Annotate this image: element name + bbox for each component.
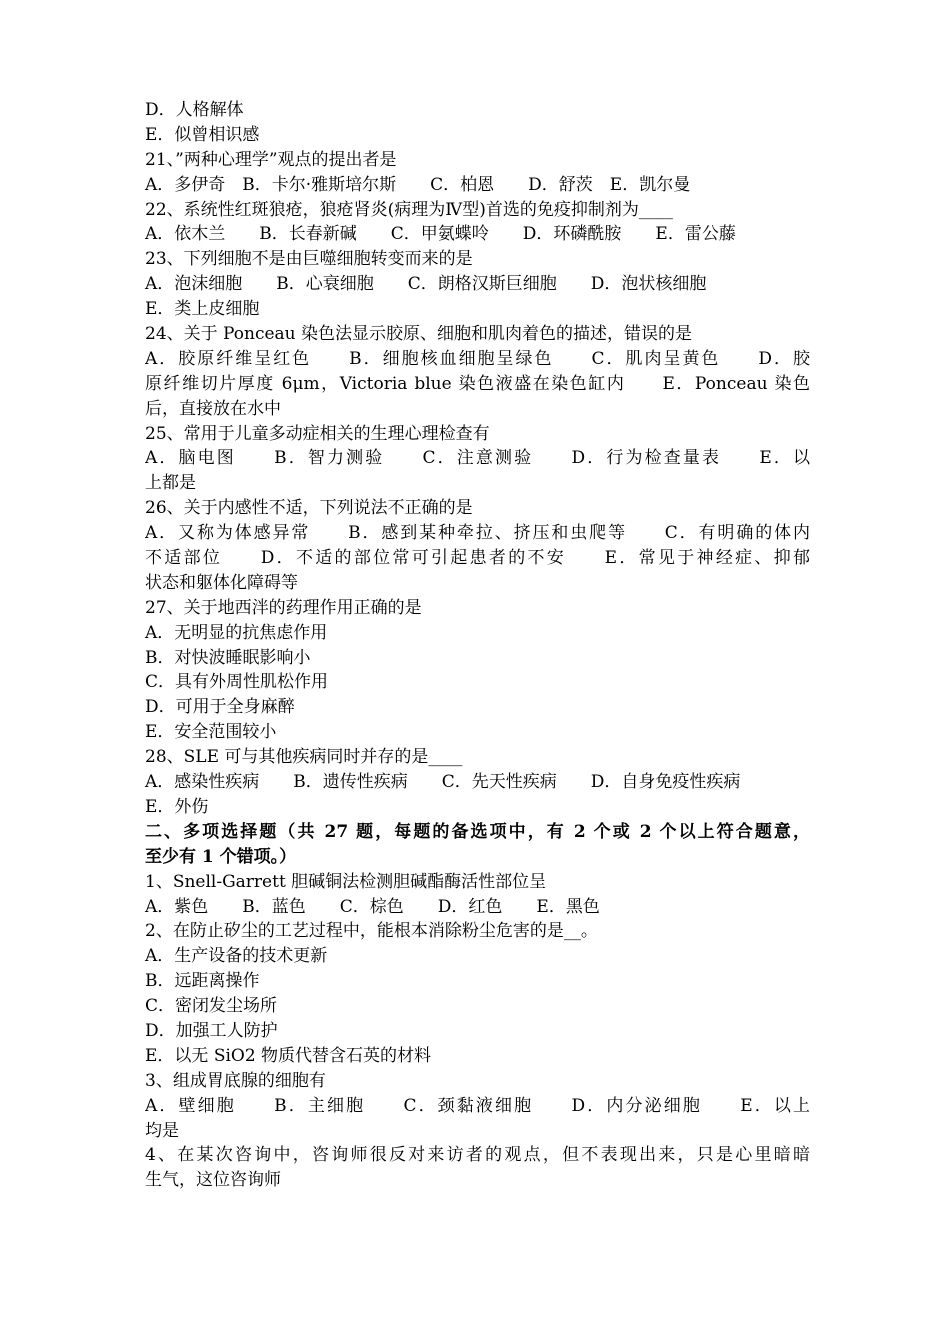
text-line: 生气，这位咨询师 — [145, 1170, 281, 1191]
text-line: 均是 — [145, 1120, 179, 1141]
text-line: E．类上皮细胞 — [145, 299, 260, 320]
text-line: A．壁细胞 B．主细胞 C．颈黏液细胞 D．内分泌细胞 E．以上 — [145, 1095, 810, 1116]
text-line: A．依木兰 B．长春新碱 C．甲氨蝶呤 D．环磷酰胺 E．雷公藤 — [145, 224, 736, 245]
text-line: A．又称为体感异常 B．感到某种牵拉、挤压和虫爬等 C．有明确的体内 — [145, 523, 810, 544]
text-line: 26、关于内感性不适，下列说法不正确的是 — [145, 498, 473, 519]
text-line: 状态和躯体化障碍等 — [145, 572, 298, 593]
text-line: A．无明显的抗焦虑作用 — [145, 622, 328, 643]
text-line: 后，直接放在水中 — [145, 398, 281, 419]
text-line: A．生产设备的技术更新 — [145, 946, 328, 967]
text-line: 21、”两种心理学”观点的提出者是 — [145, 149, 397, 170]
text-line: 4、在某次咨询中，咨询师很反对来访者的观点，但不表现出来，只是心里暗暗 — [145, 1145, 810, 1166]
text-line: 24、关于 Ponceau 染色法显示胶原、细胞和肌肉着色的描述，错误的是 — [145, 324, 693, 345]
text-line: E．以无 SiO2 物质代替含石英的材料 — [145, 1045, 432, 1066]
text-line: 25、常用于儿童多动症相关的生理心理检查有 — [145, 423, 490, 444]
text-line: 上都是 — [145, 473, 196, 494]
text-line: C．具有外周性肌松作用 — [145, 672, 329, 693]
text-line: 不适部位 D．不适的部位常可引起患者的不安 E．常见于神经症、抑郁 — [145, 548, 810, 569]
text-line: 二、多项选择题（共 27 题，每题的备选项中，有 2 个或 2 个以上符合题意， — [145, 821, 810, 842]
document-page — [145, 98, 810, 1193]
text-line: E．外伤 — [145, 796, 209, 817]
text-line: A．脑电图 B．智力测验 C．注意测验 D．行为检查量表 E．以 — [145, 448, 810, 469]
text-line: E．安全范围较小 — [145, 722, 277, 743]
text-line: 22、系统性红斑狼疮，狼疮肾炎(病理为Ⅳ型)首选的免疫抑制剂为____ — [145, 199, 673, 220]
text-line: D．加强工人防护 — [145, 1020, 278, 1041]
text-line: E．似曾相识感 — [145, 124, 260, 145]
text-line: B．远距离操作 — [145, 971, 260, 992]
text-line: A．泡沫细胞 B．心衰细胞 C．朗格汉斯巨细胞 D．泡状核细胞 — [145, 274, 707, 295]
text-line: D．可用于全身麻醉 — [145, 697, 295, 718]
text-line: 3、组成胃底腺的细胞有 — [145, 1070, 326, 1091]
text-line: 27、关于地西泮的药理作用正确的是 — [145, 597, 422, 618]
text-line: B．对快波睡眠影响小 — [145, 647, 311, 668]
text-line: 原纤维切片厚度 6μm，Victoria blue 染色液盛在染色缸内 E．Ponceau 染色 — [145, 373, 810, 394]
text-line: A．紫色 B．蓝色 C．棕色 D．红色 E．黑色 — [145, 896, 600, 917]
text-line: 至少有 1 个错项。） — [145, 846, 297, 867]
text-line: 28、SLE 可与其他疾病同时并存的是____ — [145, 747, 463, 768]
text-line: A．感染性疾病 B．遗传性疾病 C．先天性疾病 D．自身免疫性疾病 — [145, 772, 741, 793]
text-line: 2、在防止矽尘的工艺过程中，能根本消除粉尘危害的是__。 — [145, 921, 598, 942]
text-line: A．胶原纤维呈红色 B．细胞核血细胞呈绿色 C．肌肉呈黄色 D．胶 — [145, 348, 810, 369]
text-line: 1、Snell-Garrett 胆碱铜法检测胆碱酯酶活性部位呈 — [145, 871, 547, 892]
text-line: 23、下列细胞不是由巨噬细胞转变而来的是 — [145, 249, 473, 270]
text-line: C．密闭发尘场所 — [145, 996, 278, 1017]
text-line: A．多伊奇 B．卡尔·雅斯培尔斯 C．柏恩 D．舒茨 E．凯尔曼 — [145, 174, 691, 195]
text-line: D．人格解体 — [145, 100, 244, 120]
